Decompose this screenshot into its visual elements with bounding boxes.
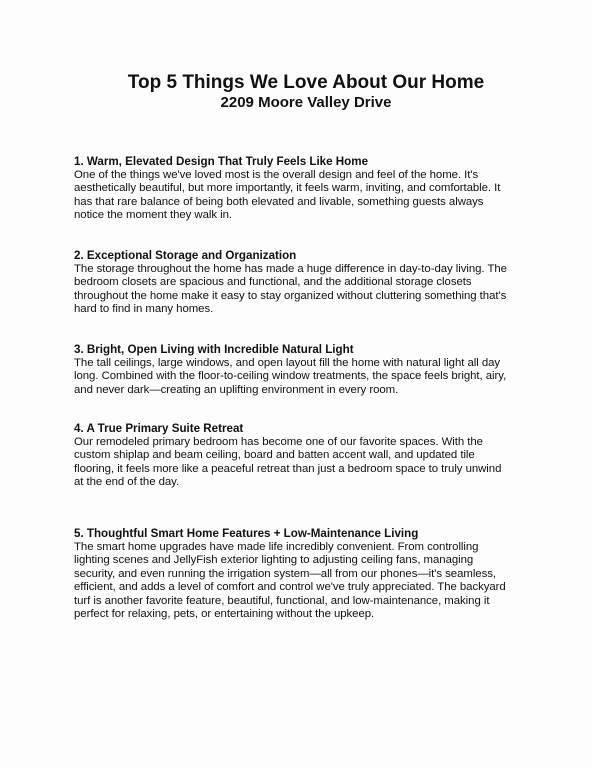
body-line: custom shiplap and beam ceiling, board and batten accent wall, and updated tile <box>74 449 475 462</box>
section-heading: 3. Bright, Open Living with Incredible Natural Light <box>74 343 354 356</box>
document-title: Top 5 Things We Love About Our Home <box>127 72 485 93</box>
body-line: notice the moment they walk in. <box>74 209 232 222</box>
section-heading: 5. Thoughtful Smart Home Features + Low-Maintenance Living <box>74 527 419 540</box>
body-line: flooring, it feels more like a peaceful retreat than just a bedroom space to truly unwind <box>74 462 502 475</box>
body-line: perfect for relaxing, pets, or entertaining without the upkeep. <box>74 608 375 621</box>
body-line: long. Combined with the floor-to-ceiling window treatments, the space feels bright, airy, <box>74 370 507 383</box>
body-line: The smart home upgrades have made life incredibly convenient. From controlling <box>74 541 479 553</box>
body-line: has that rare balance of being both elevated and livable, something guests always <box>74 195 484 208</box>
section-storage <box>74 249 534 317</box>
body-line: efficient, and adds a level of comfort and control we've truly appreciated. The backyard <box>74 581 506 594</box>
body-line: The tall ceilings, large windows, and open layout fill the home with natural light all day <box>74 357 501 369</box>
body-line: bedroom closets are spacious and functional, and the additional storage closets <box>74 276 472 289</box>
section-body <box>74 169 534 223</box>
section-heading: 2. Exceptional Storage and Organization <box>74 249 297 262</box>
body-line: One of the things we've loved most is the overall design and feel of the home. It's <box>74 169 479 181</box>
section-body <box>74 357 534 397</box>
body-line: and never dark—creating an uplifting environment in every room. <box>74 383 399 396</box>
body-line: hard to find in many homes. <box>74 303 214 316</box>
section-warm-design <box>74 155 534 223</box>
section-heading: 1. Warm, Elevated Design That Truly Feels Like Home <box>74 155 369 168</box>
body-line: turf is another favorite feature, beautiful, functional, and low-maintenance, making it <box>74 594 490 607</box>
body-line: aesthetically beautiful, but more importantly, it feels warm, inviting, and comfortable. It <box>74 182 501 195</box>
section-heading: 4. A True Primary Suite Retreat <box>74 422 244 435</box>
section-body <box>74 263 534 317</box>
body-line: throughout the home make it easy to stay organized without cluttering something that's <box>74 289 507 302</box>
body-line: at the end of the day. <box>74 476 180 489</box>
section-body <box>74 541 534 621</box>
section-body <box>74 436 534 490</box>
body-line: The storage throughout the home has made a huge difference in day-to-day living. The <box>74 263 507 275</box>
section-natural-light <box>74 343 534 397</box>
section-smart-home <box>74 527 534 621</box>
body-line: lighting scenes and JellyFish exterior lighting to adjusting ceiling fans, managing <box>74 554 474 567</box>
body-line: Our remodeled primary bedroom has become one of our favorite spaces. With the <box>74 436 483 448</box>
section-primary-suite <box>74 422 534 490</box>
document-subtitle: 2209 Moore Valley Drive <box>220 94 392 111</box>
body-line: security, and even running the irrigation system—all from our phones—it's seamless, <box>74 567 496 580</box>
